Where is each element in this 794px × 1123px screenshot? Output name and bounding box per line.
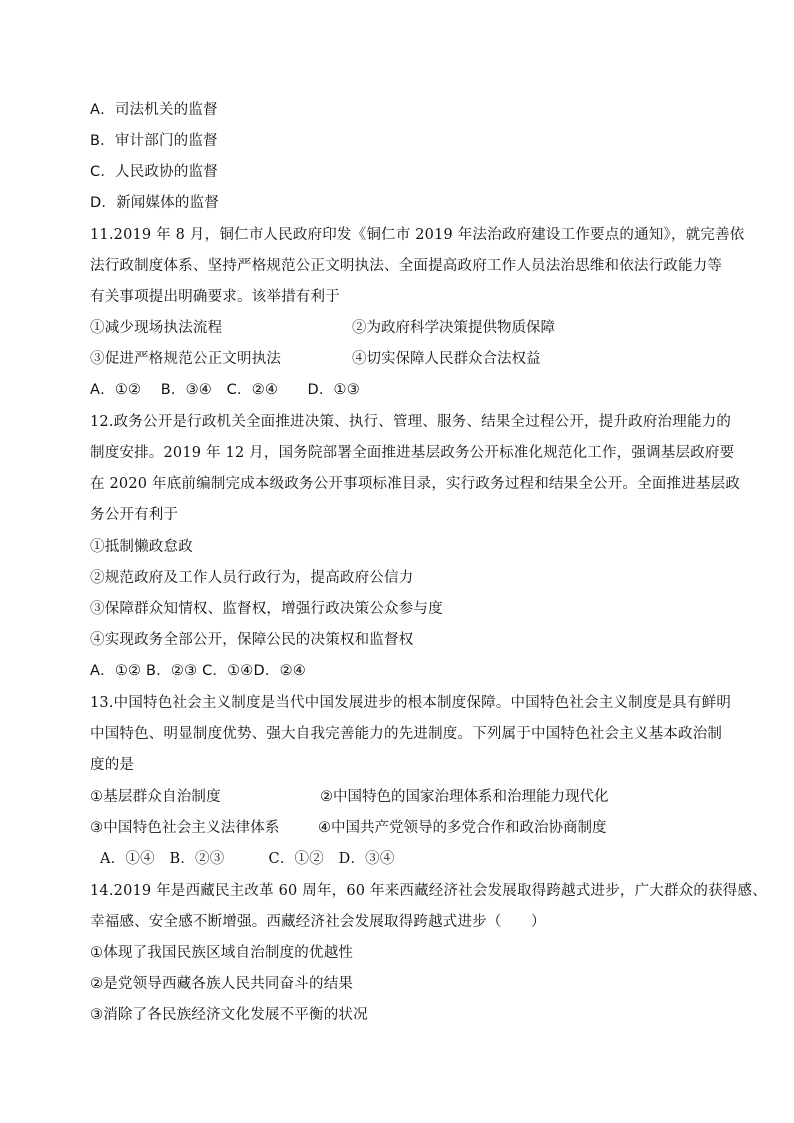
q10-option-c: C．人民政协的监督 bbox=[90, 164, 218, 180]
q10-option-a: A．司法机关的监督 bbox=[90, 102, 218, 118]
q13-answer-choices: A．①④ B．②③ C．①② D．③④ bbox=[100, 851, 395, 867]
q13-stem-line-1: 13.中国特色社会主义制度是当代中国发展进步的根本制度保障。中国特色社会主义制度是具有鲜明 bbox=[90, 695, 732, 711]
q13-item-3: ③中国特色社会主义法律体系 bbox=[90, 820, 280, 836]
q12-stem-line-2: 制度安排。2019 年 12 月，国务院部署全面推进基层政务公开标准化规范化工作，强调基层政府要 bbox=[90, 445, 735, 461]
q12-item-2: ②规范政府及工作人员行政行为，提高政府公信力 bbox=[90, 570, 414, 586]
q10-option-d: D．新闻媒体的监督 bbox=[90, 195, 219, 211]
q12-item-3: ③保障群众知情权、监督权，增强行政决策公众参与度 bbox=[90, 601, 443, 617]
q13-item-1: ①基层群众自治制度 bbox=[90, 789, 221, 805]
q12-stem-line-1: 12.政务公开是行政机关全面推进决策、执行、管理、服务、结果全过程公开，提升政府治理能力的 bbox=[90, 414, 732, 430]
q12-item-4: ④实现政务全部公开，保障公民的决策权和监督权 bbox=[90, 632, 414, 648]
q11-item-1: ①减少现场执法流程 bbox=[90, 320, 223, 336]
q13-stem-line-2: 中国特色、明显制度优势、强大自我完善能力的先进制度。下列属于中国特色社会主义基本政治制 bbox=[90, 726, 723, 742]
q14-item-2: ②是党领导西藏各族人民共同奋斗的结果 bbox=[90, 976, 354, 992]
q14-stem-line-2: 幸福感、安全感不断增强。西藏经济社会发展取得跨越式进步（ ） bbox=[90, 914, 546, 930]
q13-stem-line-3: 度的是 bbox=[90, 757, 135, 773]
q11-item-3: ③促进严格规范公正文明执法 bbox=[90, 351, 282, 367]
q13-item-4: ④中国共产党领导的多党合作和政治协商制度 bbox=[318, 820, 607, 836]
q12-answer-choices: A．①② B．②③ C．①④D．②④ bbox=[90, 663, 306, 679]
q13-item-2: ②中国特色的国家治理体系和治理能力现代化 bbox=[320, 789, 609, 805]
q10-option-b: B．审计部门的监督 bbox=[90, 133, 218, 149]
q11-answer-choices: A．①② B．③④ C．②④ D．①③ bbox=[90, 382, 360, 398]
q12-stem-line-4: 务公开有利于 bbox=[90, 507, 179, 523]
q14-item-3: ③消除了各民族经济文化发展不平衡的状况 bbox=[90, 1007, 368, 1023]
q11-stem-line-2: 法行政制度体系、坚持严格规范公正文明执法、全面提高政府工作人员法治思维和依法行政能力等 bbox=[90, 258, 723, 274]
q11-item-2: ②为政府科学决策提供物质保障 bbox=[352, 320, 555, 336]
q11-stem-line-3: 有关事项提出明确要求。该举措有利于 bbox=[90, 289, 340, 305]
q12-item-1: ①抵制懒政怠政 bbox=[90, 539, 193, 555]
q12-stem-line-3: 在 2020 年底前编制完成本级政务公开事项标准目录，实行政务过程和结果全公开。全面推进基层政 bbox=[90, 476, 741, 492]
q11-item-4: ④切实保障人民群众合法权益 bbox=[352, 351, 541, 367]
q11-stem-line-1: 11.2019 年 8 月，铜仁市人民政府印发《铜仁市 2019 年法治政府建设工作要点的通知》，就完善依 bbox=[90, 227, 745, 243]
q14-item-1: ①体现了我国民族区域自治制度的优越性 bbox=[90, 945, 354, 961]
q14-stem-line-1: 14.2019 年是西藏民主改革 60 周年，60 年来西藏经济社会发展取得跨越式进步，广大群众的获得感、 bbox=[90, 883, 767, 899]
